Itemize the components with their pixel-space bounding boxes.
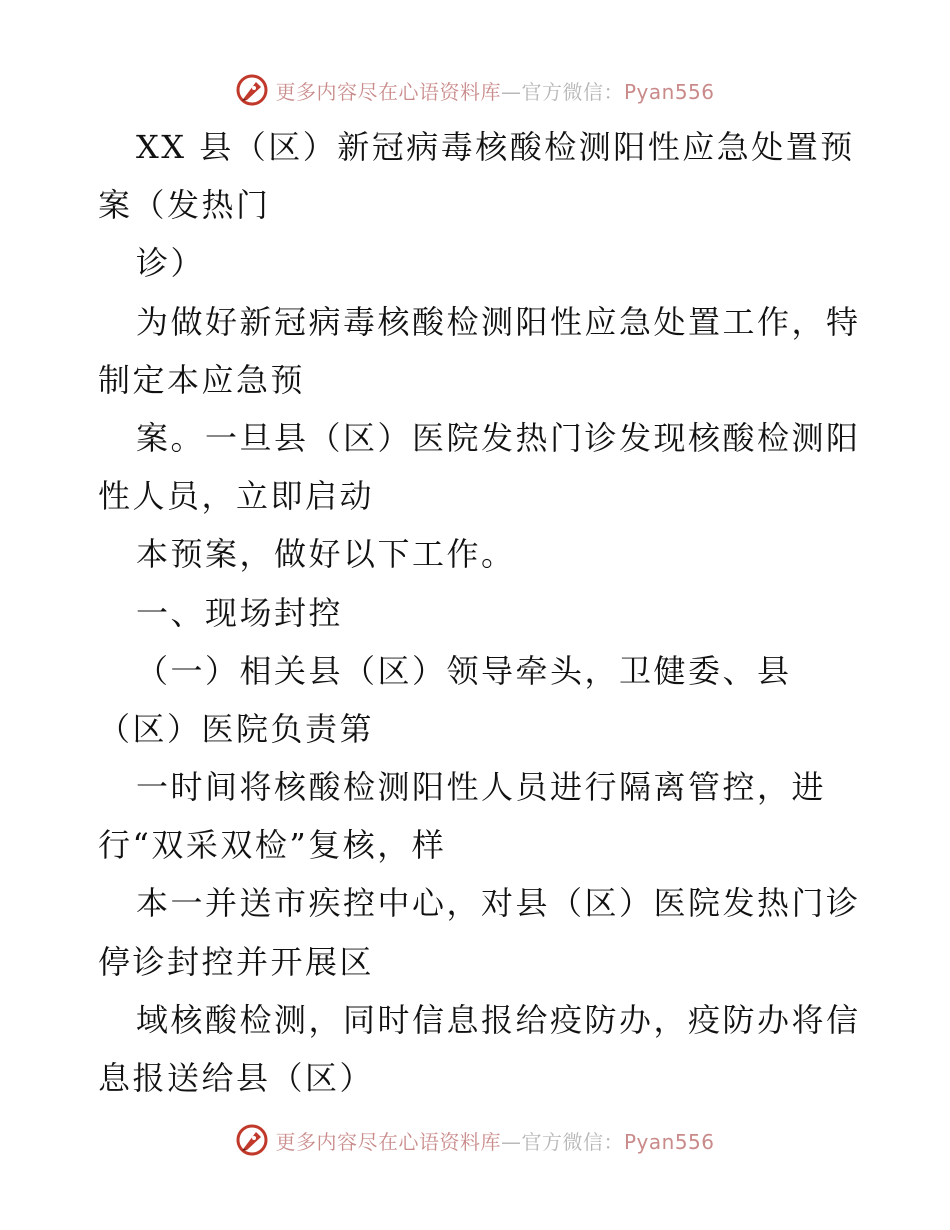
text-line: 本预案，做好以下工作。 [136, 535, 516, 574]
text-line: 案。一旦县（区）医院发热门诊发现核酸检测阳 [136, 418, 861, 457]
text-line: 一时间将核酸检测阳性人员进行隔离管控，进 [136, 768, 827, 807]
text-line: 一、现场封控 [136, 593, 344, 632]
text-line: （一）相关县（区）领导牵头，卫健委、县 [136, 651, 792, 690]
pen-nib-logo-icon [235, 73, 269, 107]
pen-nib-logo-icon [235, 1123, 269, 1157]
watermark-text: 更多内容尽在心语资料库—官方微信：Pyan556 [275, 1129, 715, 1154]
text-line: 案（发热门 [98, 186, 271, 225]
text-line: 本一并送市疾控中心，对县（区）医院发热门诊 [136, 884, 861, 923]
text-line: 制定本应急预 [98, 360, 306, 399]
text-line: 域核酸检测，同时信息报给疫防办，疫防办将信 [136, 1000, 861, 1039]
text-line: 为做好新冠病毒核酸检测阳性应急处置工作，特 [136, 302, 861, 341]
text-line: 行“双采双检”复核，样 [98, 826, 447, 865]
watermark-text: 更多内容尽在心语资料库—官方微信：Pyan556 [275, 79, 715, 104]
text-line: 性人员，立即启动 [98, 477, 375, 516]
document-body [98, 118, 861, 1107]
text-line: 停诊封控并开展区 [98, 942, 375, 981]
text-line: XX 县（区）新冠病毒核酸检测阳性应急处置预 [136, 128, 855, 166]
watermark-header [0, 70, 950, 110]
text-line: （区）医院负责第 [98, 709, 375, 748]
watermark-footer [0, 1120, 950, 1160]
text-line: 息报送给县（区） [98, 1059, 375, 1097]
text-line: 诊） [136, 244, 206, 283]
